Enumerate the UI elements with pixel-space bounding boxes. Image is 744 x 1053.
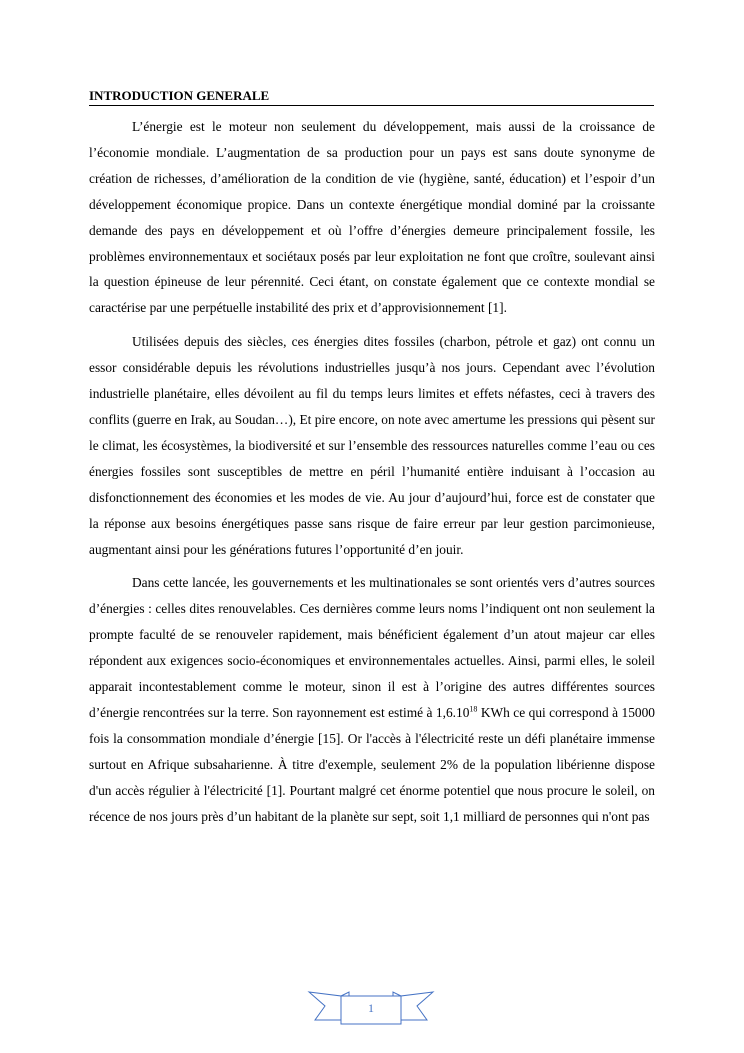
paragraph-3 — [89, 570, 655, 829]
page-footer — [307, 990, 435, 1026]
paragraph-3-text-start: Dans cette lancée, les gouvernements et les multinationales se sont orientés vers d’autres sources d’énergies : celles dites renouvelables. Ces dernières comme leurs noms l’indiquent ont non seulement la prompte faculté de se renouveler rapidement, mais bénéficient également d’un atout majeur car elles répondent aux exigences socio-économiques et environnementales actuelles. Ainsi, parmi elles, le soleil apparait incontestablement comme le moteur, sinon il est à l’origine des autres différentes sources d’énergie rencontrées sur la terre. Son rayonnement est estimé à 1,6.10 — [89, 575, 655, 720]
paragraph-3-text-end: KWh ce qui correspond à 15000 fois la consommation mondiale d’énergie [15]. Or l'accès à l'électricité reste un défi planétaire immense surtout en Afrique subsaharienne. À titre d'exemple, seulement 2% de la population libérienne dispose d'un accès régulier à l'électricité [1]. Pourtant malgré cet énorme potentiel que nous procure le soleil, on récence de nos jours près d’un habitant de la planète sur sept, soit 1,1 milliard de personnes qui n'ont pas — [89, 704, 655, 824]
ribbon-right-tail — [401, 992, 433, 1020]
paragraph-1 — [89, 114, 655, 321]
paragraph-1-text: L’énergie est le moteur non seulement du développement, mais aussi de la croissance de l’économie mondiale. L’augmentation de sa production pour un pays est sans doute synonyme de création de richesses, d’amélioration de la condition de vie (hygiène, santé, éducation) et l’espoir d’un développement économique propice. Dans un contexte énergétique mondial dominé par la croissante demande des pays en développement et où l’offre d’énergies demeure principalement fossile, les problèmes environnementaux et sociétaux posés par leur exploitation ne font que croître, soulevant ainsi la question épineuse de leur pérennité. Ceci étant, on constate également que ce contexte mondial se caractérise par une perpétuelle instabilité des prix et d’approvisionnement [1]. — [89, 119, 655, 316]
ribbon-left-tail — [309, 992, 341, 1020]
body-text — [89, 114, 655, 837]
section-heading: INTRODUCTION GENERALE — [89, 88, 654, 106]
page-number: 1 — [368, 1001, 374, 1015]
paragraph-2-text: Utilisées depuis des siècles, ces énergies dites fossiles (charbon, pétrole et gaz) ont connu un essor considérable depuis les révolutions industrielles jusqu’à nos jours. Cependant avec l’évolution industrielle planétaire, elles dévoilent au fil du temps leurs limites et effets néfastes, ceci à travers des conflits (guerre en Irak, au Soudan…), Et pire encore, on note avec amertume les pressions qui pèsent sur le climat, les écosystèmes, la biodiversité et sur l’ensemble des ressources naturelles comme l’eau ou ces énergies fossiles sont susceptibles de mettre en péril l’humanité entière induisant à l’occasion au disfonctionnement des économies et les modes de vie. Au jour d’aujourd’hui, force est de constater que la réponse aux besoins énergétiques passe sans risque de faire erreur par leur gestion parcimonieuse, augmentant ainsi pour les générations futures l’opportunité d’en jouir. — [89, 334, 655, 557]
paragraph-2 — [89, 329, 655, 562]
exponent-superscript: 18 — [469, 704, 478, 714]
